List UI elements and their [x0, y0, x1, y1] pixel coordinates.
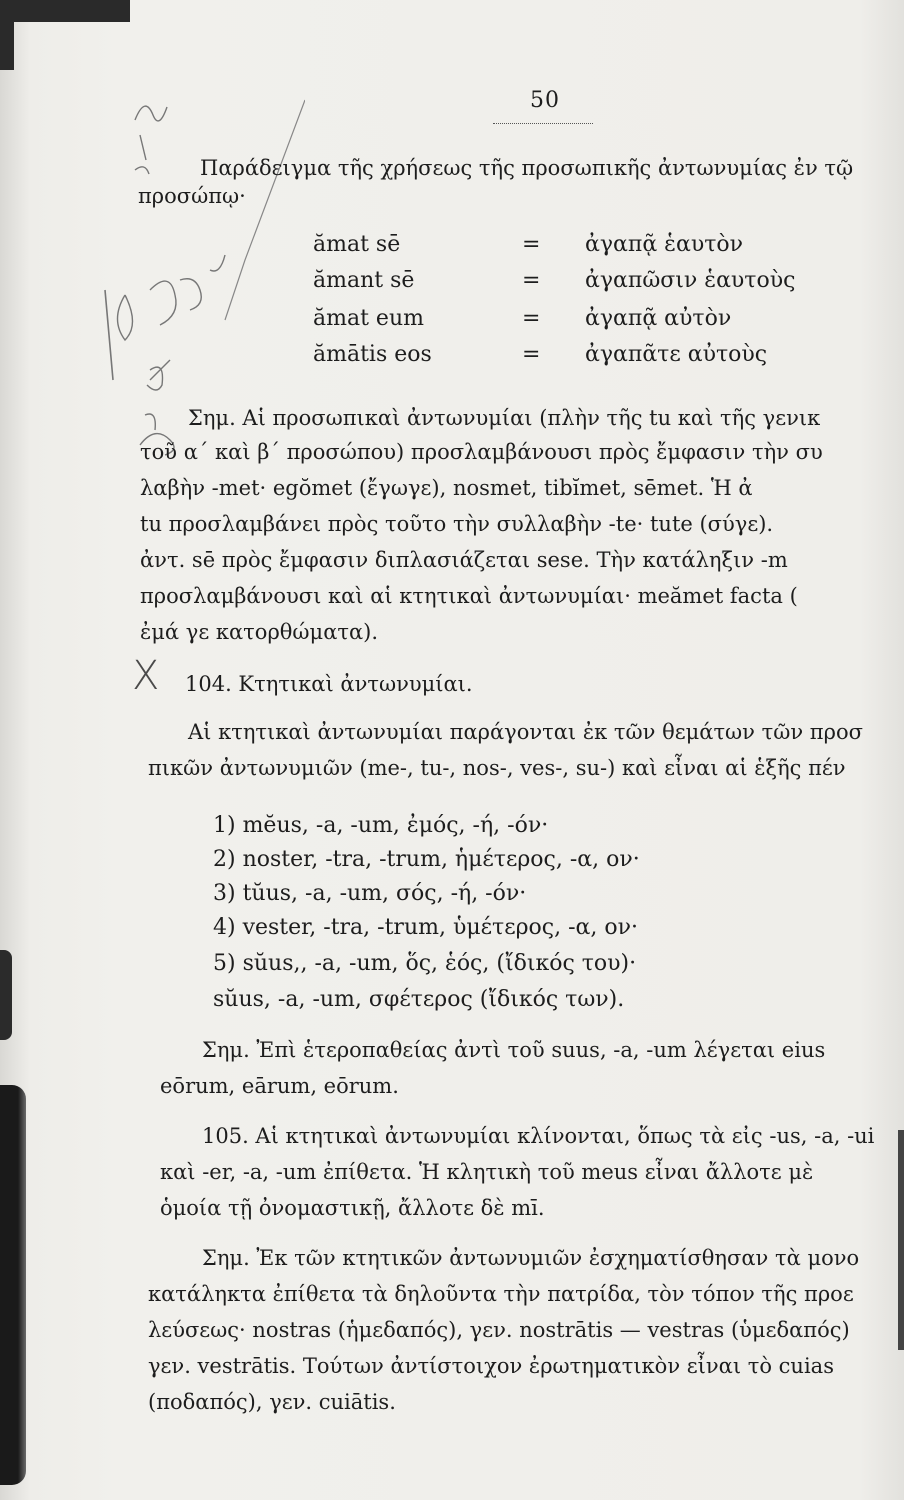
example-latin: ămātis eos [313, 342, 432, 367]
note-line: κατάληκτα ἐπίθετα τὰ δηλοῦντα τὴν πατρίδα, τὸν τόπον τῆς προε [148, 1282, 854, 1306]
example-equals: = [522, 342, 541, 367]
example-latin: ămat sē [313, 232, 401, 257]
page-number: 50 [530, 88, 560, 113]
scan-shadow [0, 0, 14, 70]
declension-item: 3) tŭus, -a, -um, σός, -ή, -όν· [213, 881, 527, 906]
note-line: ἐμά γε κατορθώματα). [140, 620, 379, 644]
paragraph-line: Αἱ κτητικαὶ ἀντωνυμίαι παράγονται ἐκ τῶν θεμάτων τῶν προσ [188, 720, 863, 744]
declension-item: 1) mĕus, -a, -um, ἐμός, -ή, -όν· [213, 813, 549, 838]
margin-cross-mark: X [132, 653, 160, 699]
example-greek: ἀγαπᾷ ἑαυτὸν [585, 232, 743, 257]
declension-item: sŭus, -a, -um, σφέτερος (ἴδικός των). [213, 987, 625, 1012]
paragraph-line: 105. Αἱ κτητικαὶ ἀντωνυμίαι κλίνονται, ὅπως τὰ εἰς -us, -a, -ui [202, 1124, 875, 1148]
binding-shadow [0, 1085, 26, 1485]
example-equals: = [522, 306, 541, 331]
example-latin: ămant sē [313, 268, 415, 293]
note-line: γεν. vestrātis. Τούτων ἀντίστοιχον ἐρωτηματικὸν εἶναι τὸ cuias [148, 1354, 834, 1378]
example-latin: ămat eum [313, 306, 424, 331]
section-heading: 104. Κτητικαὶ ἀντωνυμίαι. [185, 672, 473, 696]
paragraph-line: καὶ -er, -a, -um ἐπίθετα. Ἡ κλητικὴ τοῦ meus εἶναι ἄλλοτε μὲ [160, 1160, 814, 1184]
declension-item: 2) noster, -tra, -trum, ἡμέτερος, -α, ον· [213, 847, 640, 872]
pencil-marginalia [95, 40, 305, 460]
note-line: προσλαμβάνουσι καὶ αἱ κτητικαὶ ἀντωνυμίαι· meămet facta ( [140, 584, 798, 608]
paragraph-line: πικῶν ἀντωνυμιῶν (me-, tu-, nos-, ves-, su-) καὶ εἶναι αἱ ἑξῆς πέν [148, 756, 846, 780]
paragraph-line: ὁμοία τῇ ὀνομαστικῇ, ἄλλοτε δὲ mī. [160, 1196, 545, 1220]
intro-line: Παράδειγμα τῆς χρήσεως τῆς προσωπικῆς ἀντωνυμίας ἐν τῷ [200, 156, 854, 180]
example-equals: = [522, 232, 541, 257]
example-equals: = [522, 268, 541, 293]
note-line: eōrum, eārum, eōrum. [160, 1074, 399, 1098]
header-rule [493, 123, 593, 124]
note-line: Σημ. Αἱ προσωπικαὶ ἀντωνυμίαι (πλὴν τῆς tu καὶ τῆς γενικ [188, 406, 821, 430]
note-line: τοῦ α΄ καὶ β΄ προσώπου) προσλαμβάνουσι πρὸς ἔμφασιν τὴν συ [140, 440, 823, 464]
note-line: (ποδαπός), γεν. cuiātis. [148, 1390, 396, 1414]
binding-shadow [0, 950, 12, 1040]
page-edge [898, 1130, 904, 1350]
scan-shadow [0, 0, 130, 22]
note-line: λεύσεως· nostras (ἡμεδαπός), γεν. nostrātis — vestras (ὑμεδαπός) [148, 1318, 850, 1342]
intro-line: προσώπῳ· [138, 184, 246, 208]
example-greek: ἀγαπᾷ αὐτὸν [585, 306, 732, 331]
note-line: Σημ. Ἐπὶ ἑτεροπαθείας ἀντὶ τοῦ suus, -a, -um λέγεται eius [202, 1038, 826, 1062]
note-line: tu προσλαμβάνει πρὸς τοῦτο τὴν συλλαβὴν -te· tute (σύγε). [140, 512, 774, 536]
declension-item: 4) vester, -tra, -trum, ὑμέτερος, -α, ον· [213, 915, 638, 940]
example-greek: ἀγαπῶσιν ἑαυτοὺς [585, 268, 796, 293]
note-line: λαβὴν -met· egŏmet (ἔγωγε), nosmet, tibĭmet, sēmet. Ἡ ἀ [140, 476, 753, 500]
declension-item: 5) sŭus,, -a, -um, ὅς, ἑός, (ἴδικός του)· [213, 951, 637, 976]
example-greek: ἀγαπᾶτε αὐτοὺς [585, 342, 768, 367]
note-line: ἀντ. sē πρὸς ἔμφασιν διπλασιάζεται sese. Τὴν κατάληξιν -m [140, 548, 788, 572]
note-line: Σημ. Ἐκ τῶν κτητικῶν ἀντωνυμιῶν ἐσχηματίσθησαν τὰ μονο [202, 1246, 860, 1270]
